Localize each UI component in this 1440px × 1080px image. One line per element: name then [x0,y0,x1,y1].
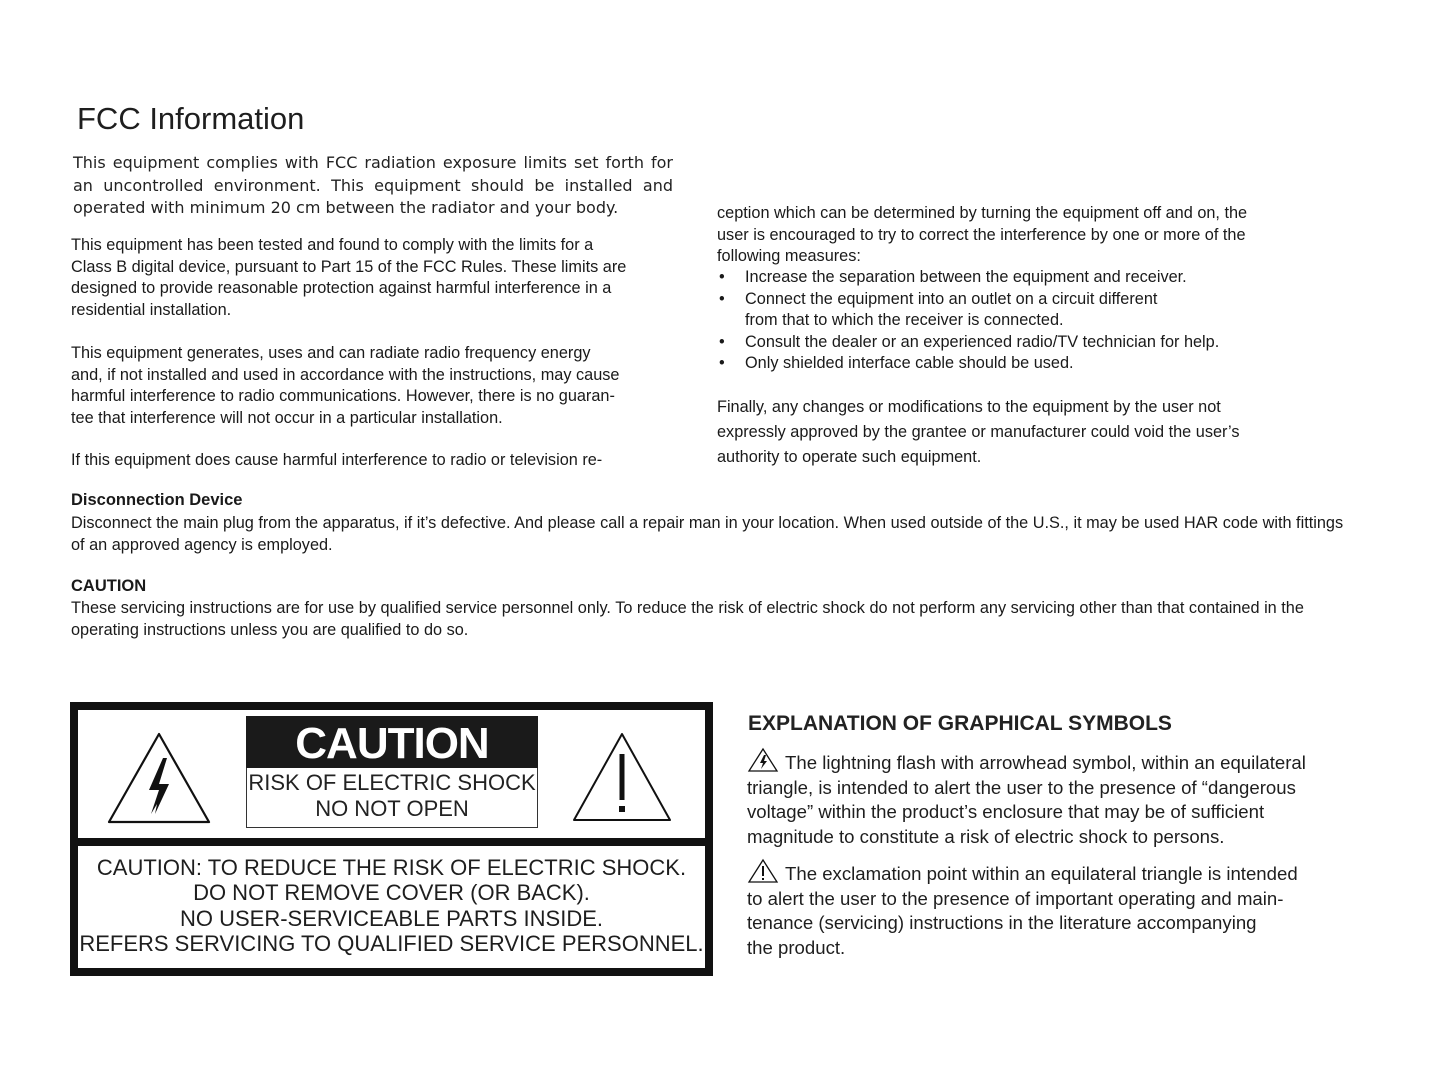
text-line: magnitude to constitute a risk of electric shock to persons. [747,825,1225,847]
list-item [717,353,1219,375]
text-line: and, if not installed and used in accordance with the instructions, may cause [71,365,620,384]
radiation-exposure-paragraph: This equipment complies with FCC radiation exposure limits set forth for an uncontrolled environment. This equipment should be installed and operated with minimum 20 cm between the radiator and your body. [73,153,673,217]
measure-text: Connect the equipment into an outlet on a circuit different [745,289,1158,308]
caution-banner-line1: RISK OF ELECTRIC SHOCK [248,770,536,795]
warning-line: DO NOT REMOVE COVER (OR BACK). [193,880,590,906]
measure-text: Consult the dealer or an experienced radio/TV technician for help. [745,332,1220,351]
bullet: • [719,268,725,286]
caution-label-warning-text [78,855,705,956]
text-line: residential installation. [71,300,232,319]
text-line: The lightning flash with arrowhead symbol, within an equilateral [785,752,1306,773]
text-line: tee that interference will not occur in a particular installation. [71,408,503,427]
small-exclamation-triangle-icon [747,858,779,884]
rf-energy-paragraph [71,343,619,429]
page-title: FCC Information [77,101,305,136]
caution-banner-line2: NO NOT OPEN [315,796,469,821]
disconnection-text: Disconnect the main plug from the apparatus, if it’s defective. And please call a repair man in your location. When used outside of the U.S., it may be used HAR code with fittings of an approved agency is employed. [71,514,1344,554]
text-line: designed to provide reasonable protection against harmful interference in a [71,279,612,298]
warning-line: REFERS SERVICING TO QUALIFIED SERVICE PERSONNEL. [79,930,704,956]
text-line: following measures: [717,247,861,266]
text-line: the product. [747,936,846,958]
text-line: Finally, any changes or modifications to the equipment by the user not [717,398,1221,416]
text-line: ception which can be determined by turning the equipment off and on, the [717,204,1248,222]
caution-text: These servicing instructions are for use by qualified service personnel only. To reduce the risk of electric shock do not perform any servicing other than that contained in the operating instructions unless you are qualified to do so. [71,599,1304,639]
symbols-heading: EXPLANATION OF GRAPHICAL SYMBOLS [748,712,1172,735]
harmful-interference-paragraph [71,450,602,472]
exclamation-symbol-explanation [747,858,1298,960]
caution-banner-title: CAUTION [246,716,538,768]
warning-line: NO USER-SERVICEABLE PARTS INSIDE. [179,905,603,931]
text-line: The exclamation point within an equilateral triangle is intended [785,863,1298,884]
measures-list [717,267,1219,375]
lightning-triangle-icon [105,730,213,826]
text-line: This equipment generates, uses and can radiate radio frequency energy [71,344,591,362]
measure-text-continued: from that to which the receiver is connected. [745,311,1064,330]
disconnection-heading: Disconnection Device [71,491,243,509]
text-line: harmful interference to radio communications. However, there is no guaran- [71,387,615,406]
text-line: This equipment has been tested and found to comply with the limits for a [71,236,594,254]
list-item [717,332,1219,354]
list-item [717,289,1219,332]
measure-text: Only shielded interface cable should be used. [745,354,1074,373]
bullet: • [719,289,725,308]
bullet: • [719,354,725,373]
list-item [717,267,1219,289]
text-line: triangle, is intended to alert the user to the presence of “dangerous [747,776,1296,798]
text-line: expressly approved by the grantee or manufacturer could void the user’s [717,423,1240,441]
class-b-paragraph [71,235,626,321]
modifications-paragraph [717,395,1240,470]
lightning-symbol-explanation [747,747,1306,849]
measure-text: Increase the separation between the equipment and receiver. [745,268,1187,286]
text-line: Class B digital device, pursuant to Part 15 of the FCC Rules. These limits are [71,257,627,276]
text-line: user is encouraged to try to correct the interference by one or more of the [717,225,1246,244]
text-line: to alert the user to the presence of important operating and main- [747,887,1284,909]
interference-continuation-paragraph [717,203,1247,268]
text-line: tenance (servicing) instructions in the literature accompanying [747,912,1257,934]
text-line: authority to operate such equipment. [717,448,982,466]
small-lightning-triangle-icon [747,747,779,773]
caution-heading: CAUTION [71,577,147,595]
warning-line: CAUTION: TO REDUCE THE RISK OF ELECTRIC SHOCK. [96,855,687,880]
text-line: If this equipment does cause harmful interference to radio or television re- [71,451,603,469]
bullet: • [719,332,725,351]
text-line: voltage” within the product’s enclosure that may be of sufficient [747,801,1265,823]
exclamation-triangle-icon [570,730,674,824]
